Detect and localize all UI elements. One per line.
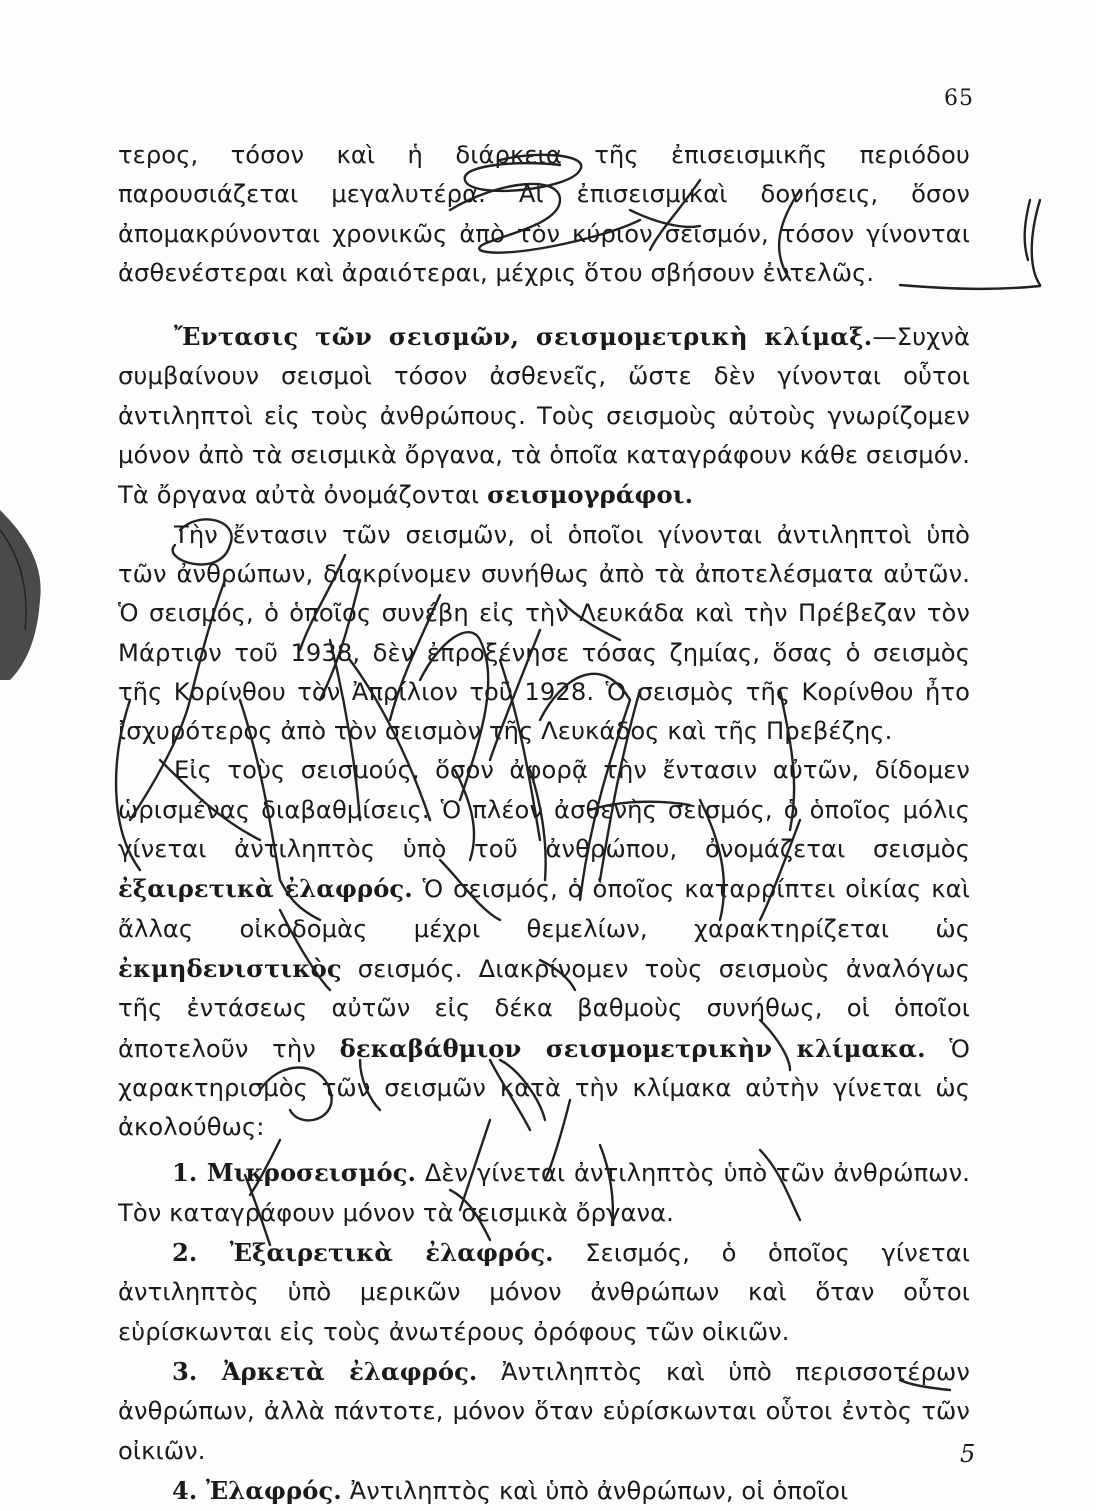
scale-item-text: Ἀντιληπτὸς καὶ ὑπὸ περισσοτέρων ἀνθρώπων, ἀλλὰ πάντοτε, μόνον ὅταν εὑρίσκωνται οὗτοι ἐντὸς τῶν οἰκιῶν. (118, 1357, 970, 1465)
paragraph-intensity (118, 317, 970, 515)
scale-item-1 (118, 1153, 970, 1233)
term-ten-degree-scale: δεκαβάθμιον σεισμομετρικὴν κλίμακα. (339, 1033, 926, 1063)
scale-item-title: 1. Μικροσεισμός. (172, 1158, 417, 1188)
paragraph-aftershocks: τερος, τόσον καὶ ἡ διάρκεια τῆς ἐπισεισμικῆς περιόδου παρουσιάζεται μεγαλυτέρα. Αἱ ἐπισεισμικαὶ δονήσεις, ὅσον ἀπομακρύνονται χρονικῶς ἀπὸ τὸν κύριον σεισμόν, τόσον γίνονται ἀσθενέστεραι καὶ ἀραιότεραι, μέχρις ὅτου σβήσουν ἐντελῶς. (118, 141, 970, 287)
term-destructive: ἐκμηδενιστικὸς (118, 953, 342, 983)
page-body (118, 136, 970, 1511)
term-seismographs: σεισμογράφοι. (487, 480, 694, 510)
scale-text-4: Ὁ χαρακτηρισμὸς τῶν σεισμῶν κατὰ τὴν κλίμακα αὐτὴν γίνεται ὡς ἀκολούθως: (118, 1034, 971, 1142)
scale-item-text: Δὲν γίνεται ἀντιληπτὸς ὑπὸ τῶν ἀνθρώπων. Τὸν καταγράφουν μόνον τὰ σεισμικὰ ὄργανα. (118, 1159, 970, 1227)
scale-text-3: σεισμός. Διακρίνομεν τοὺς σεισμοὺς ἀναλόγως τῆς ἐντάσεως αὐτῶν εἰς δέκα βαθμοὺς συνήθως, οἱ ὁποῖοι ἀποτελοῦν τὴν (118, 954, 970, 1063)
heading-dash: — (872, 323, 897, 352)
scale-item-text: Σεισμός, ὁ ὁποῖος γίνεται ἀντιληπτὸς ὑπὸ μερικῶν μόνον ἀνθρώπων καὶ ὅταν οὗτοι εὑρίσκωνται εἰς τοὺς ἀνωτέρους ὀρόφους τῶν οἰκιῶν. (118, 1239, 970, 1346)
page-number: 65 (944, 86, 974, 111)
scale-item-title: 4. Ἐλαφρός. (172, 1475, 342, 1505)
scale-item-text: Ἀντιληπτὸς καὶ ὑπὸ ἀνθρώπων, οἱ ὁποῖοι (349, 1476, 849, 1505)
scale-item-3 (118, 1352, 970, 1471)
term-very-light: ἐξαιρετικὰ ἐλαφρός. (118, 874, 413, 904)
paragraph-effects: Τὴν ἔντασιν τῶν σεισμῶν, οἱ ὁποῖοι γίνονται ἀντιληπτοὶ ὑπὸ τῶν ἀνθρώπων, διακρίνομεν συνήθως ἀπὸ τὰ ἀποτελέσματα αὐτῶν. Ὁ σεισμός, ὁ ὁποῖος συνέβη εἰς τὴν Λευκάδα καὶ τὴν Πρέβεζαν τὸν Μάρτιον τοῦ 1938, δὲν ἐπροξένησε τόσας ζημίας, ὅσας ὁ σεισμὸς τῆς Κορίνθου τὸν Ἀπρίλιον τοῦ 1928. Ὁ σεισμὸς τῆς Κορίνθου ἦτο ἰσχυρότερος ἀπὸ τὸν σεισμὸν τῆς Λευκάδος καὶ τῆς Πρεβέζης. (118, 520, 970, 746)
footer-signature-mark: 5 (960, 1440, 976, 1468)
section-heading: Ἔντασις τῶν σεισμῶν, σεισμομετρικὴ κλίμαξ. (174, 322, 873, 352)
scale-item-title: 3. Ἀρκετὰ ἐλαφρός. (172, 1356, 478, 1386)
section-intro: Συχνὰ συμβαίνουν σεισμοὶ τόσον ἀσθενεῖς, ὥστε δὲν γίνονται οὗτοι ἀντιληπτοὶ εἰς τοὺς ἀνθρώπους. Τοὺς σεισμοὺς αὐτοὺς γνωρίζομεν μόνον ἀπὸ τὰ σεισμικὰ ὄργανα, τὰ ὁποῖα καταγράφουν κάθε σεισμόν. Τὰ ὄργανα αὐτὰ ὀνομάζονται (118, 323, 970, 510)
scale-text-2: Ὁ σεισμός, ὁ ὁποῖος καταρρίπτει οἰκίας καὶ ἄλλας οἰκοδομὰς μέχρι θεμελίων, χαρακτηρίζεται ὡς (118, 875, 970, 943)
scale-item-title: 2. Ἐξαιρετικὰ ἐλαφρός. (172, 1238, 554, 1268)
scale-text-1: Εἰς τοὺς σεισμούς, ὅσον ἀφορᾷ τὴν ἔντασιν αὐτῶν, δίδομεν ὡρισμένας διαβαθμίσεις. Ὁ πλέον ἀσθενὴς σεισμός, ὁ ὁποῖος μόλις γίνεται ἀντιληπτὸς ὑπὸ τοῦ ἀνθρώπου, ὀνομάζεται σεισμὸς (118, 756, 970, 864)
leaf-stain (0, 510, 50, 680)
scale-item-2 (118, 1233, 970, 1352)
scale-item-4 (118, 1471, 970, 1511)
paragraph-scale (118, 751, 970, 1147)
